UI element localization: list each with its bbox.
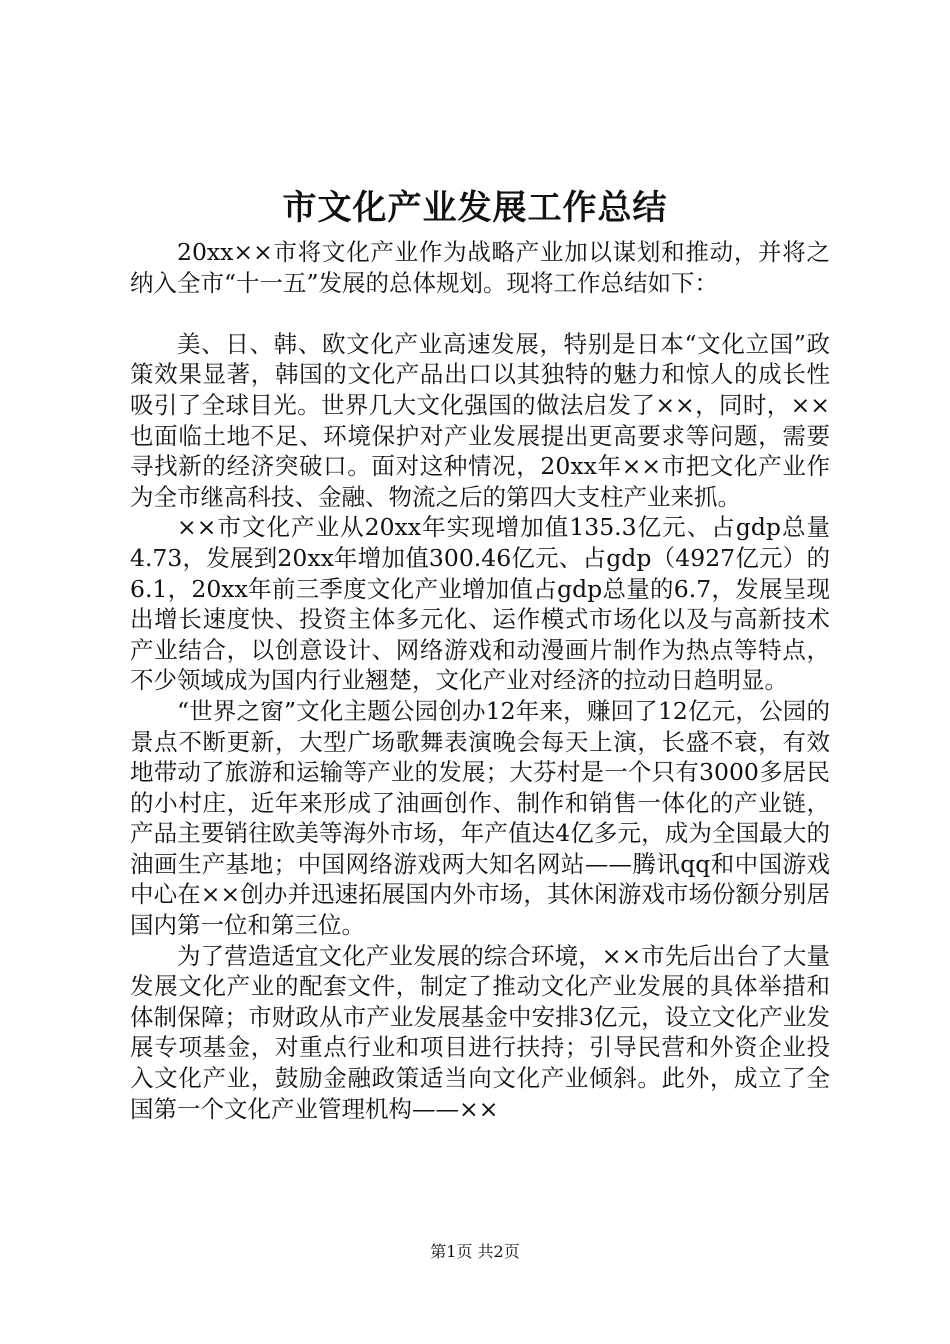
paragraph-background: 美、日、韩、欧文化产业高速发展，特别是日本“文化立国”政策效果显著，韩国的文化产品出口以其独特的魅力和惊人的成长性吸引了全球目光。世界几大文化强国的做法启发了××，同时，××也面临土地不足、环境保护对产业发展提出更高要求等问题，需要寻找新的经济突破口。面对这种情况，20xx年××市把文化产业作为全市继高科技、金融、物流之后的第四大支柱产业来抓。 <box>130 329 830 511</box>
paragraph-growth: ××市文化产业从20xx年实现增加值135.3亿元、占gdp总量4.73，发展到20xx年增加值300.46亿元、占gdp（4927亿元）的6.1，20xx年前三季度文化产业增加值占gdp总量的6.7，发展呈现出增长速度快、投资主体多元化、运作模式市场化以及与高新技术产业结合，以创意设计、网络游戏和动漫画片制作为热点等特点，不少领域成为国内行业翘楚，文化产业对经济的拉动日趋明显。 <box>130 513 830 695</box>
paragraph-examples: “世界之窗”文化主题公园创办12年来，赚回了12亿元，公园的景点不断更新，大型广场歌舞表演晚会每天上演，长盛不衰，有效地带动了旅游和运输等产业的发展；大芬村是一个只有3000多居民的小村庄，近年来形成了油画创作、制作和销售一体化的产业链，产品主要销往欧美等海外市场，年产值达4亿多元，成为全国最大的油画生产基地；中国网络游戏两大知名网站——腾讯qq和中国游戏中心在××创办并迅速拓展国内外市场，其休闲游戏市场份额分别居国内第一位和第三位。 <box>130 696 830 940</box>
paragraph-policy: 为了营造适宜文化产业发展的综合环境，××市先后出台了大量发展文化产业的配套文件，制定了推动文化产业发展的具体举措和体制保障；市财政从市产业发展基金中安排3亿元，设立文化产业发展专项基金，对重点行业和项目进行扶持；引导民营和外资企业投入文化产业，鼓励金融政策适当向文化产业倾斜。此外，成立了全国第一个文化产业管理机构——×× <box>130 941 830 1123</box>
document-body <box>130 237 830 1124</box>
document-title: 市文化产业发展工作总结 <box>282 188 668 228</box>
page-footer: 第1页 共2页 <box>430 1242 520 1261</box>
paragraph-intro: 20xx××市将文化产业作为战略产业加以谋划和推动，并将之纳入全市“十一五”发展的总体规划。现将工作总结如下： <box>130 238 830 297</box>
